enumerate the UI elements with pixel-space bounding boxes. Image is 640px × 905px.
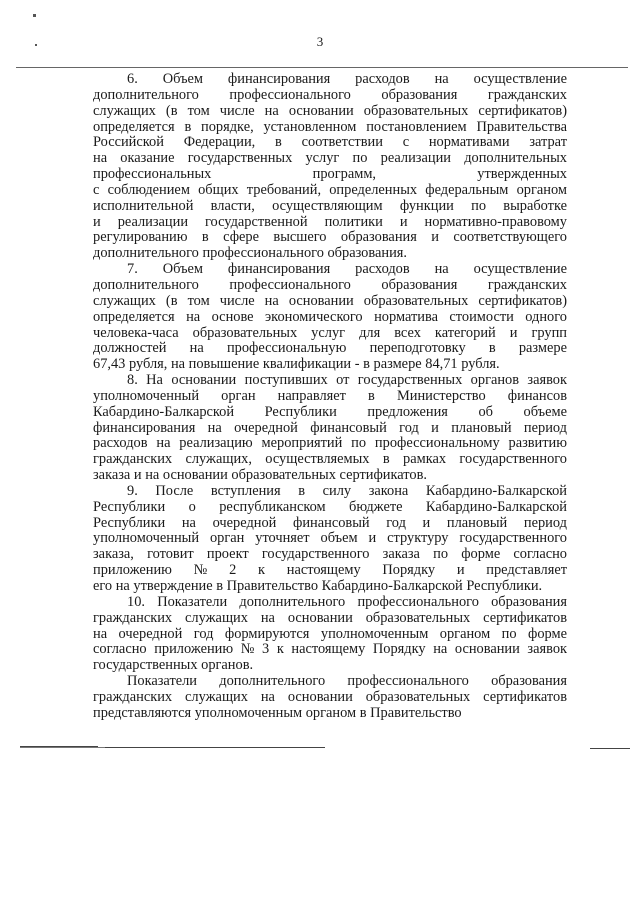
text-line: и реализации государственной политики и нормативно-правовому: [93, 213, 567, 230]
text-line: приложению № 2 к настоящему Порядку и представляет: [93, 562, 567, 579]
text-line: уполномоченный орган направляет в Министерство финансов: [93, 387, 567, 404]
text-line: исполнительной власти, осуществляющим функции по выработке: [93, 197, 567, 214]
text-line: 8. На основании поступивших от государственных органов заявок: [127, 372, 567, 389]
text-line: на очередной год формируются уполномоченным органом по форме: [93, 625, 567, 642]
text-line: регулированию в сфере высшего образования и соответствующего: [93, 229, 567, 246]
text-line: дополнительного профессионального образования гражданских: [93, 276, 567, 293]
text-line: гражданских служащих, осуществляемых в рамках государственного: [93, 451, 567, 468]
text-line: дополнительного профессионального образования гражданских: [93, 86, 567, 103]
text-line: финансирования на очередной финансовый год и плановый период: [93, 419, 567, 436]
text-line: уполномоченный орган уточняет объем и структуру государственного: [93, 530, 567, 547]
text-line: государственных органов.: [93, 657, 254, 674]
text-line: Российской Федерации, в соответствии с нормативами затрат: [93, 134, 567, 151]
scan-line-top: [16, 67, 628, 68]
text-line: с соблюдением общих требований, определенных федеральным органом: [93, 181, 567, 198]
text-line: определяется на основе экономического норматива стоимости одного: [93, 308, 567, 325]
text-line: Республики на очередной финансовый год и плановый период: [93, 514, 567, 531]
text-line: 10. Показатели дополнительного профессионального образования: [127, 593, 567, 610]
text-line: определяется в порядке, установленном постановлением Правительства: [93, 118, 567, 135]
paragraph-7: [93, 262, 567, 373]
text-line: представляются уполномоченным органом в Правительство: [93, 704, 462, 721]
scan-line-bottom-right: [590, 748, 630, 749]
text-line: служащих (в том числе на основании образовательных сертификатов): [93, 292, 567, 309]
text-line: 9. После вступления в силу закона Кабардино-Балкарской: [127, 482, 567, 499]
text-line: должностей на профессиональную переподготовку в размере: [93, 340, 567, 357]
text-line: заказа и на основании образовательных сертификатов.: [93, 467, 427, 484]
text-line: Кабардино-Балкарской Республики предложения об объеме: [93, 403, 567, 420]
text-line: 6. Объем финансирования расходов на осуществление: [127, 71, 567, 87]
page-number: 3: [316, 34, 324, 49]
scan-line-bottom-mid: [105, 747, 325, 748]
text-line: дополнительного профессионального образования.: [93, 245, 407, 262]
paragraph-11: [93, 674, 567, 722]
text-line: на оказание государственных услуг по реализации дополнительных: [93, 150, 567, 167]
text-line: служащих (в том числе на основании образовательных сертификатов): [93, 102, 567, 119]
paragraph-10: [93, 595, 567, 674]
text-line: человека-часа образовательных услуг для всех категорий и групп: [93, 324, 567, 341]
text-line: гражданских служащих на основании образовательных сертификатов: [93, 609, 567, 626]
text-line: Республики о республиканском бюджете Кабардино-Балкарской: [93, 498, 567, 515]
text-line: гражданских служащих на основании образовательных сертификатов: [93, 688, 567, 705]
text-line: Показатели дополнительного профессионального образования: [127, 673, 567, 690]
scan-line-strike: [20, 747, 105, 748]
scan-mark-top-left: [33, 14, 36, 17]
text-line: 67,43 рубля, на повышение квалификации - в размере 84,71 рубля.: [93, 356, 500, 373]
document-body: [93, 72, 567, 722]
text-line: расходов на реализацию мероприятий по профессиональному развитию: [93, 435, 567, 452]
text-line: согласно приложению № 3 к настоящему Порядку на основании заявок: [93, 641, 567, 658]
text-line: заказа, готовит проект государственного заказа по форме согласно: [93, 546, 567, 563]
paragraph-9: [93, 484, 567, 595]
text-line: 7. Объем финансирования расходов на осуществление: [127, 261, 567, 278]
text-line: его на утверждение в Правительство Кабардино-Балкарской Республики.: [93, 578, 543, 594]
paragraph-6: [93, 72, 567, 262]
text-line: профессиональных программ, утвержденных: [93, 166, 567, 183]
paragraph-8: [93, 373, 567, 484]
